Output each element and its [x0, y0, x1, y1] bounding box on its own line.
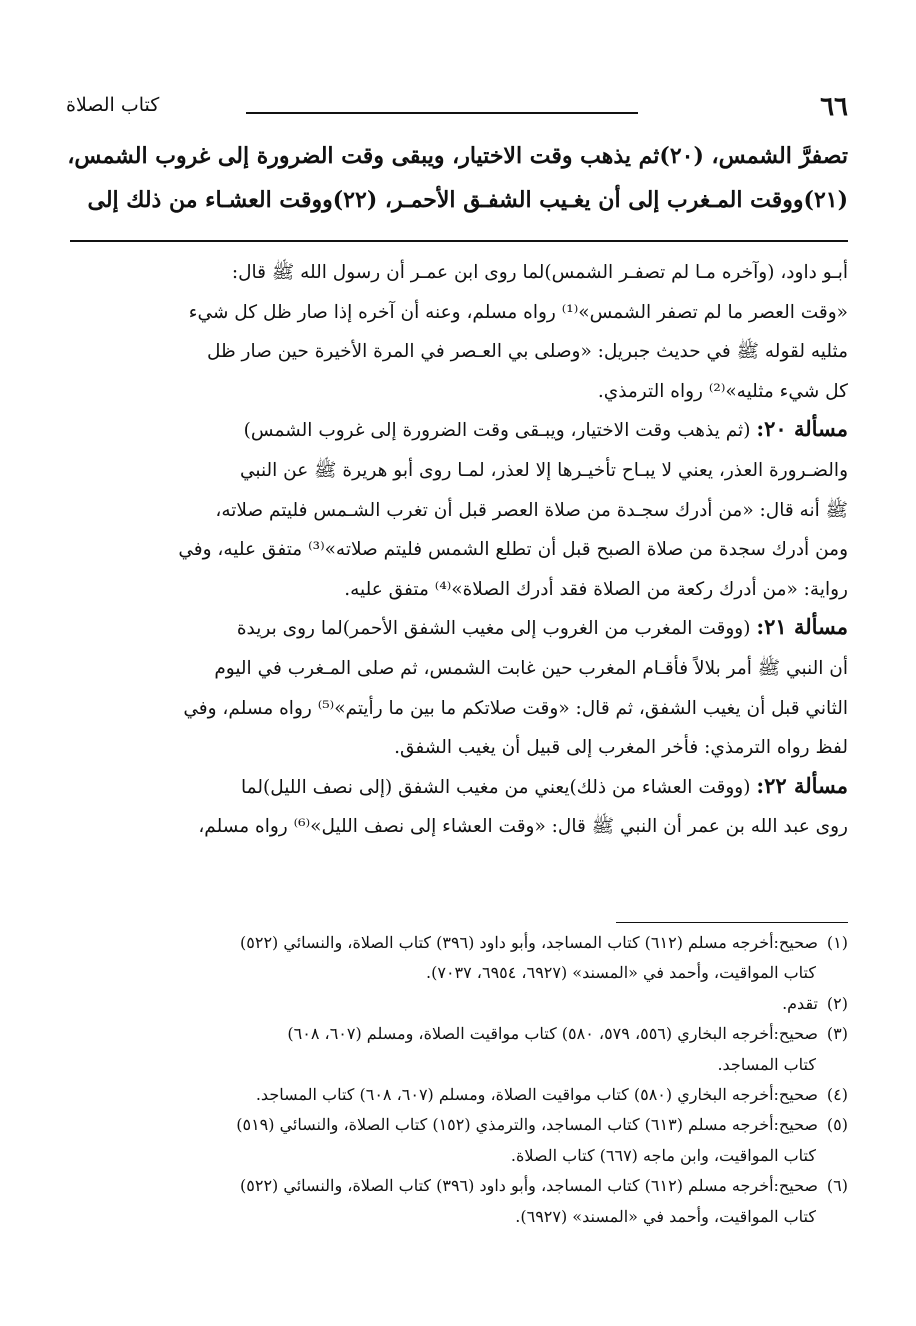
masala-heading: مسألة ٢٢:	[756, 772, 848, 798]
footnote-text: كتاب المواقيت، وأحمد في «المسند» (٦٩٢٧).	[515, 1206, 816, 1226]
footnote	[66, 1171, 848, 1201]
matn-text	[66, 134, 848, 222]
commentary-line	[66, 806, 848, 846]
commentary-line	[66, 450, 848, 490]
footnote-continuation	[66, 1050, 848, 1080]
masala-heading: مسألة ٢٠:	[756, 416, 848, 442]
commentary-line	[66, 529, 848, 569]
footnote-number: (٤)	[826, 1085, 848, 1105]
footnote-text: كتاب المواقيت، وابن ماجه (٦٦٧) كتاب الصلاة.	[510, 1145, 816, 1165]
footnote-text: صحيح:أخرجه البخاري (٥٨٠) كتاب مواقيت الصلاة، ومسلم (٦٠٧، ٦٠٨) كتاب المساجد.	[255, 1085, 818, 1105]
commentary-line	[66, 371, 848, 411]
commentary-text: لفظ رواه الترمذي: فأخر المغرب إلى قبيل أن يغيب الشفق.	[394, 737, 848, 759]
commentary-line	[66, 648, 848, 688]
footnote-continuation	[66, 958, 848, 988]
commentary-line	[66, 767, 848, 807]
footnote-number: (٣)	[826, 1024, 848, 1044]
footnotes	[66, 928, 848, 1232]
commentary-text: (ووقت العشاء من ذلك)يعني من مغيب الشفق (إلى نصف الليل)لما	[241, 776, 757, 798]
commentary-line	[66, 292, 848, 332]
commentary-line	[66, 727, 848, 767]
commentary-text: رواية: «من أدرك ركعة من الصلاة فقد أدرك الصلاة»⁽⁴⁾ متفق عليه.	[344, 578, 848, 600]
footnote-text: صحيح:أخرجه مسلم (٦١٣) كتاب المساجد، والترمذي (١٥٢) كتاب الصلاة، والنسائي (٥١٩)	[236, 1115, 818, 1135]
footnote-text: كتاب المواقيت، وأحمد في «المسند» (٦٩٢٧، ٦٩٥٤، ٧٠٣٧).	[426, 963, 816, 983]
footnote-number: (٦)	[826, 1176, 848, 1196]
commentary	[66, 252, 848, 846]
commentary-line	[66, 569, 848, 609]
commentary-text: روى عبد الله بن عمر أن النبي ﷺ قال: «وقت العشاء إلى نصف الليل»⁽⁶⁾ رواه مسلم،	[198, 816, 848, 838]
commentary-text: مثليه لقوله ﷺ في حديث جبريل: «وصلى بي العـصر في المرة الأخيرة حين صار ظل	[206, 341, 848, 363]
commentary-line	[66, 331, 848, 371]
commentary-text: ومن أدرك سجدة من صلاة الصبح قبل أن تطلع الشمس فليتم صلاته»⁽³⁾ متفق عليه، وفي	[178, 539, 848, 561]
footnote	[66, 1080, 848, 1110]
footnote	[66, 1019, 848, 1049]
commentary-line	[66, 252, 848, 292]
commentary-line	[66, 688, 848, 728]
commentary-line	[66, 410, 848, 450]
footnote-number: (٥)	[826, 1115, 848, 1135]
footnote-text: تقدم.	[782, 993, 818, 1013]
header-rule	[246, 112, 638, 114]
matn-line: (٢١)ووقت المـغرب إلى أن يغـيب الشفـق الأحمـر، (٢٢)ووقت العشـاء من ذلك إلى	[87, 187, 848, 213]
matn-line: تصفرَّ الشمس، (٢٠)ثم يذهب وقت الاختيار، ويبقى وقت الضرورة إلى غروب الشمس،	[67, 143, 848, 169]
commentary-text: «وقت العصر ما لم تصفر الشمس»⁽¹⁾ رواه مسلم، وعنه أن آخره إذا صار ظل كل شيء	[188, 301, 848, 323]
footnote-text: صحيح:أخرجه مسلم (٦١٢) كتاب المساجد، وأبو داود (٣٩٦) كتاب الصلاة، والنسائي (٥٢٢)	[240, 1176, 818, 1196]
commentary-text: (ووقت المغرب من الغروب إلى مغيب الشفق الأحمر)لما روى بريدة	[236, 618, 757, 640]
footnote-separator	[616, 922, 848, 923]
masala-heading: مسألة ٢١:	[756, 614, 848, 640]
matn-separator	[70, 240, 848, 242]
running-title: كتاب الصلاة	[66, 94, 160, 116]
footnote-continuation	[66, 1141, 848, 1171]
footnote	[66, 928, 848, 958]
commentary-text: والضـرورة العذر، يعني لا يبـاح تأخيـرها إلا لعذر، لمـا روى أبو هريرة ﷺ عن النبي	[239, 459, 848, 481]
footnote-number: (٢)	[826, 993, 848, 1013]
footnote	[66, 989, 848, 1019]
footnote-text: صحيح:أخرجه البخاري (٥٥٦، ٥٧٩، ٥٨٠) كتاب مواقيت الصلاة، ومسلم (٦٠٧، ٦٠٨)	[287, 1024, 818, 1044]
footnote-number: (١)	[826, 933, 848, 952]
footnote-continuation	[66, 1202, 848, 1232]
commentary-line	[66, 490, 848, 530]
commentary-text: أن النبي ﷺ أمر بلالاً فأقـام المغرب حين غابت الشمس، ثم صلى المـغرب في اليوم	[214, 657, 848, 679]
page-header	[66, 92, 848, 128]
commentary-text: ﷺ أنه قال: «من أدرك سجـدة من صلاة العصر قبل أن تغرب الشـمس فليتم صلاته،	[215, 499, 848, 521]
commentary-text: (ثم يذهب وقت الاختيار، ويبـقى وقت الضرورة إلى غروب الشمس)	[243, 420, 757, 442]
page-number: ٦٦	[820, 92, 848, 122]
commentary-text: أبـو داود، (وآخره مـا لم تصفـر الشمس)لما روى ابن عمـر أن رسول الله ﷺ قال:	[231, 262, 848, 283]
commentary-text: الثاني قبل أن يغيب الشفق، ثم قال: «وقت صلاتكم ما بين ما رأيتم»⁽⁵⁾ رواه مسلم، وفي	[183, 697, 848, 719]
footnote-text: صحيح:أخرجه مسلم (٦١٢) كتاب المساجد، وأبو داود (٣٩٦) كتاب الصلاة، والنسائي (٥٢٢)	[240, 933, 818, 952]
footnote-text: كتاب المساجد.	[717, 1054, 816, 1074]
commentary-text: كل شيء مثليه»⁽²⁾ رواه الترمذي.	[597, 380, 848, 402]
footnote	[66, 1110, 848, 1140]
commentary-line	[66, 608, 848, 648]
